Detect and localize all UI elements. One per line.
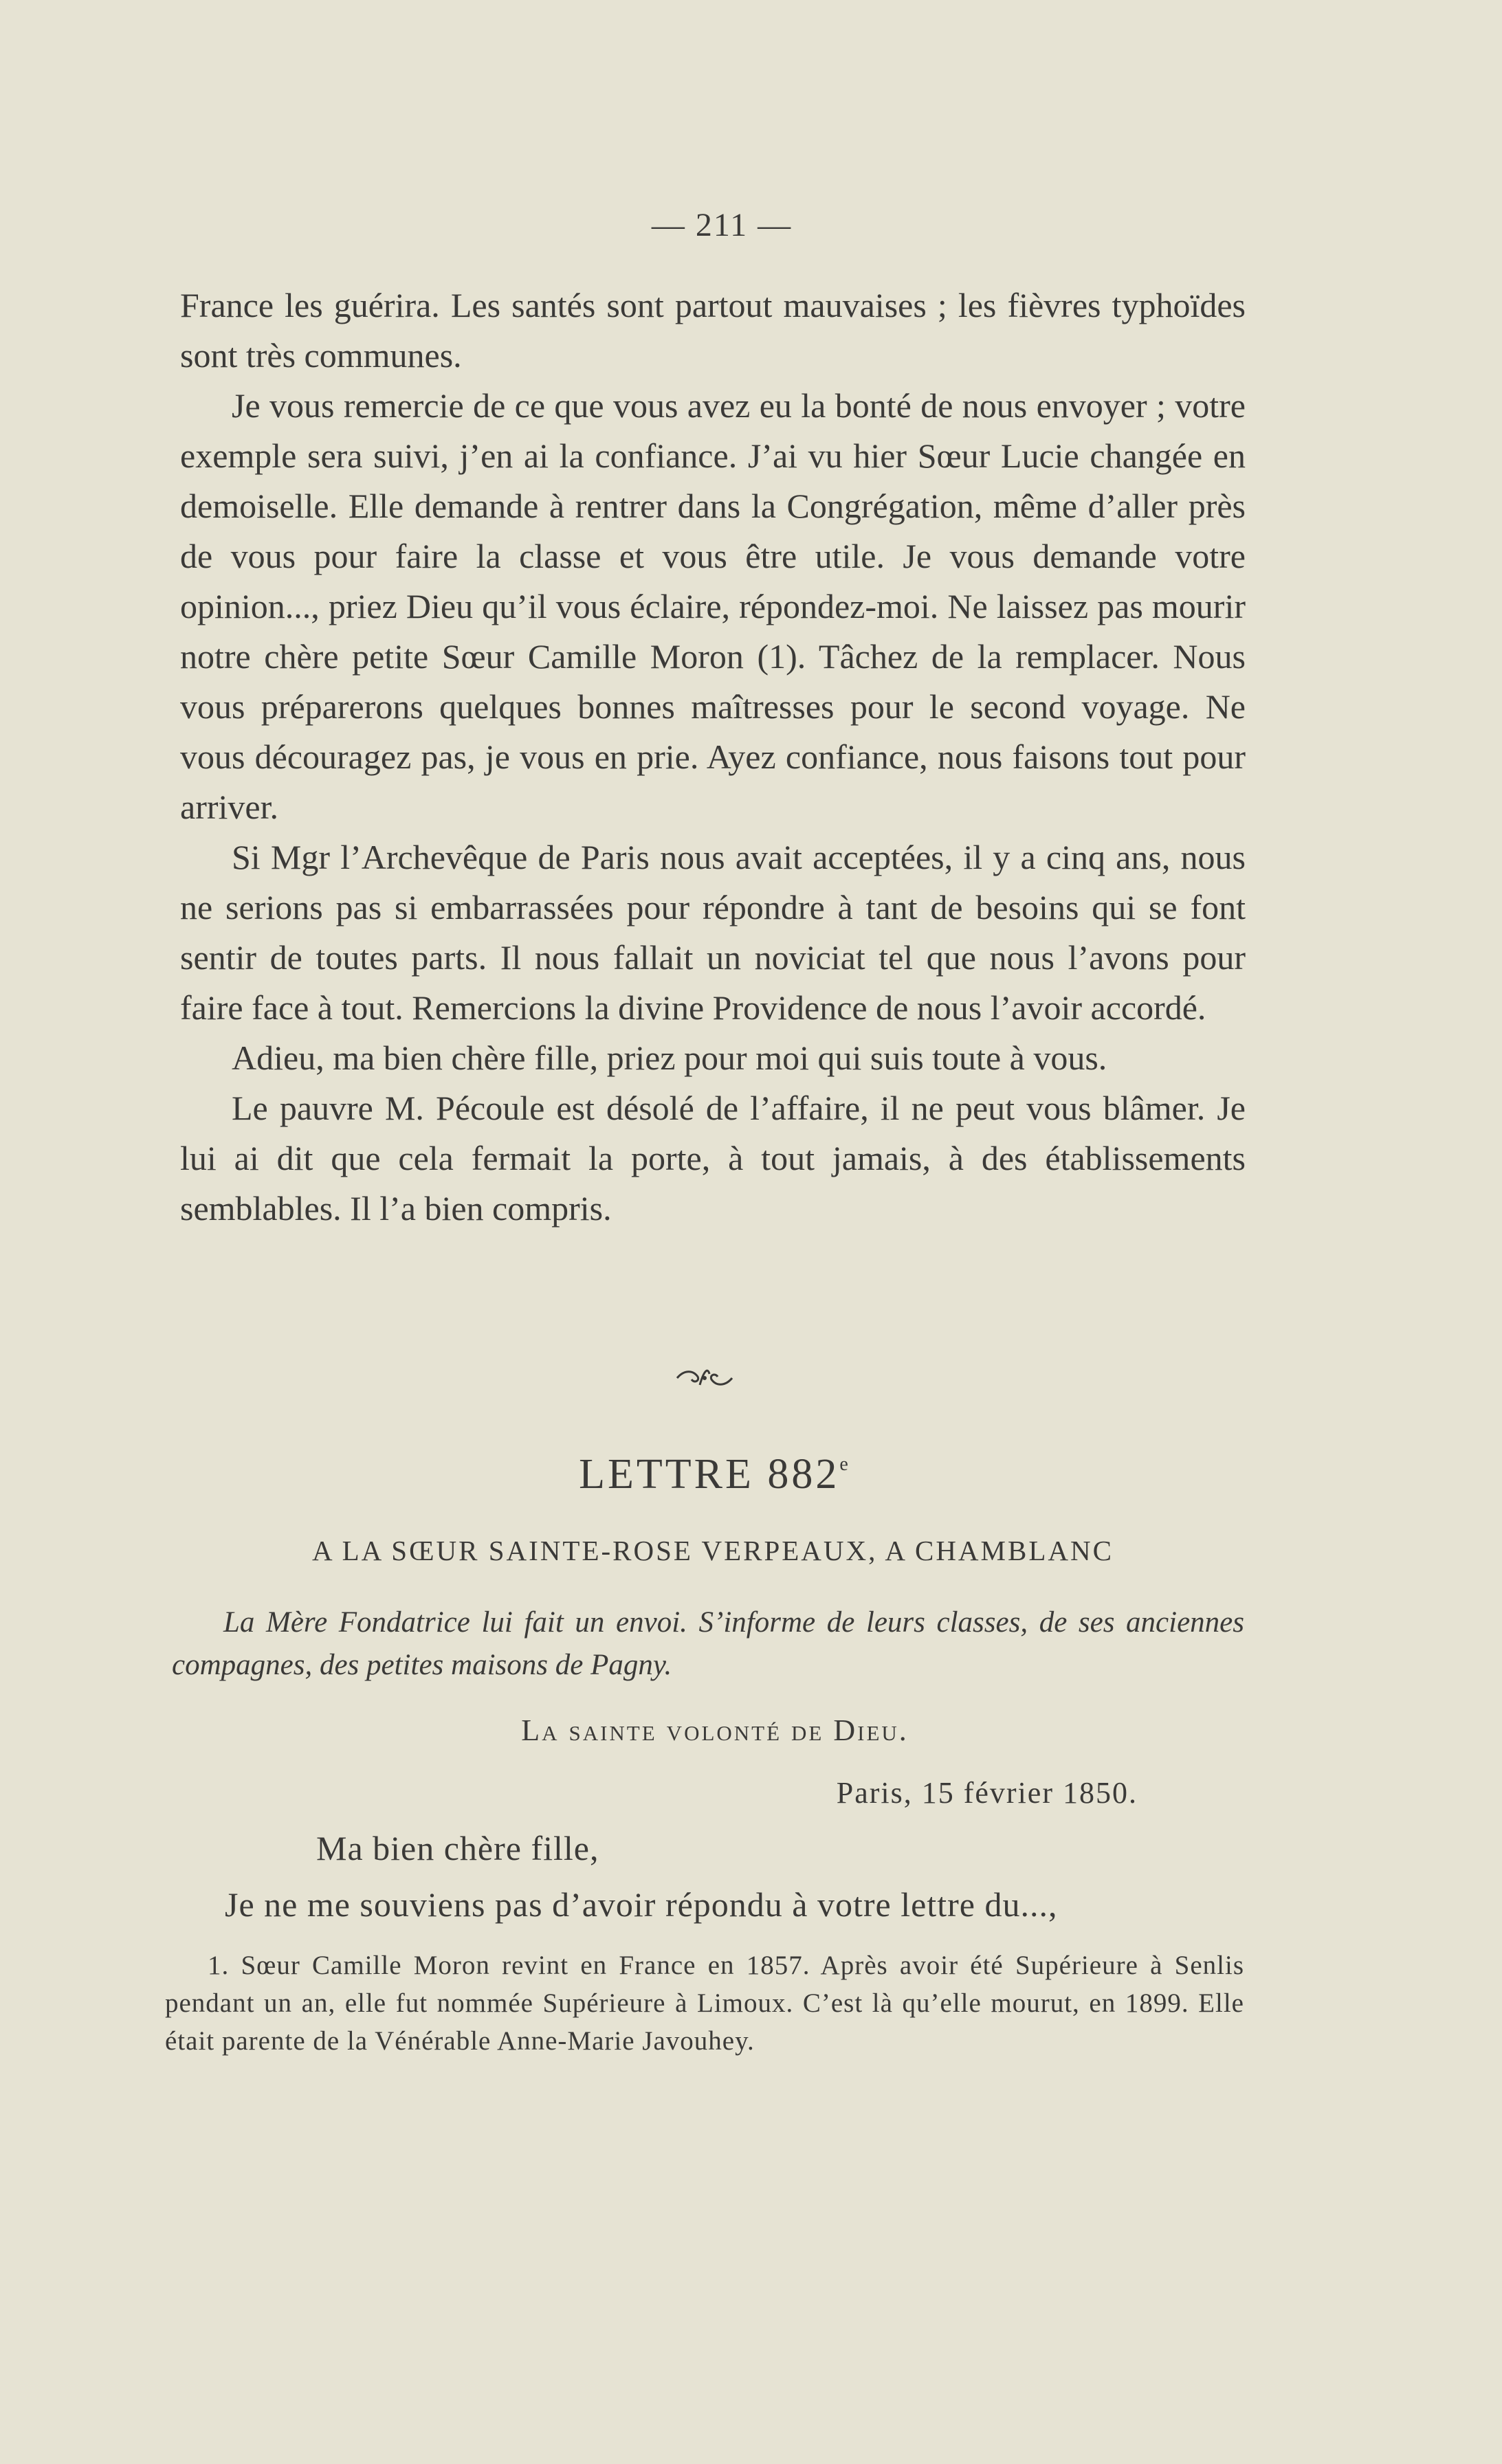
letter-title-text: LETTRE 882 (579, 1451, 840, 1498)
paragraph: Adieu, ma bien chère fille, priez pour moi qui suis toute à vous. (232, 1039, 1107, 1077)
letter-invocation: La sainte volonté de Dieu. (521, 1713, 909, 1747)
letter-title-superscript: e (839, 1454, 851, 1475)
paragraph: Je vous remercie de ce que vous avez eu la bonté de nous envoyer ; votre exemple sera suivi, j’en ai la confiance. J’ai vu hier Sœur Lucie changée en demoiselle. Elle demande à rentrer dans la Congrégation, même d’aller près de vous pour faire la classe et vous être utile. Je vous demande votre opinion..., priez Dieu qu’il vous éclaire, répondez-moi. Ne laissez pas mourir notre chère petite Sœur Camille Moron (1). Tâchez de la remplacer. Nous vous préparerons quelques bonnes maîtresses pour le second voyage. Ne vous découragez pas, je vous en prie. Ayez confiance, nous faisons tout pour arriver. (180, 386, 1246, 826)
body-text (180, 280, 1246, 1234)
paragraph: France les guérira. Les santés sont partout mauvaises ; les fièvres typhoïdes sont très communes. (180, 286, 1246, 375)
footnote: 1. Sœur Camille Moron revint en France en 1857. Après avoir été Supérieure à Senlis pendant un an, elle fut nommée Supérieure à Limoux. C’est là qu’elle mourut, en 1899. Elle était parente de la Vénérable Anne-Marie Javouhey. (165, 1951, 1244, 2056)
letter-summary: La Mère Fondatrice lui fait un envoi. S’informe de leurs classes, de ses anciennes compagnes, des petites maisons de Pagny. (172, 1606, 1244, 1681)
paragraph: Le pauvre M. Pécoule est désolé de l’affaire, il ne peut vous blâmer. Je lui ai dit que cela fermait la porte, à tout jamais, à des établissements semblables. Il l’a bien compris. (180, 1089, 1246, 1228)
letter-dateline: Paris, 15 février 1850. (836, 1776, 1138, 1810)
letter-salutation: Ma bien chère fille, (316, 1829, 599, 1867)
letter-opening: Je ne me souviens pas d’avoir répondu à votre lettre du..., (225, 1885, 1058, 1924)
letter-recipient: A LA SŒUR SAINTE-ROSE VERPEAUX, A CHAMBLANC (312, 1535, 1114, 1566)
page-number: — 211 — (651, 207, 793, 243)
fleuron-ornament-icon (674, 1364, 736, 1392)
paragraph: Si Mgr l’Archevêque de Paris nous avait acceptées, il y a cinq ans, nous ne serions pas si embarrassées pour répondre à tant de besoins qui se font sentir de toutes parts. Il nous fallait un noviciat tel que nous l’avons pour faire face à tout. Remercions la divine Providence de nous l’avoir accordé. (180, 838, 1246, 1027)
letter-title (0, 1450, 1430, 1499)
